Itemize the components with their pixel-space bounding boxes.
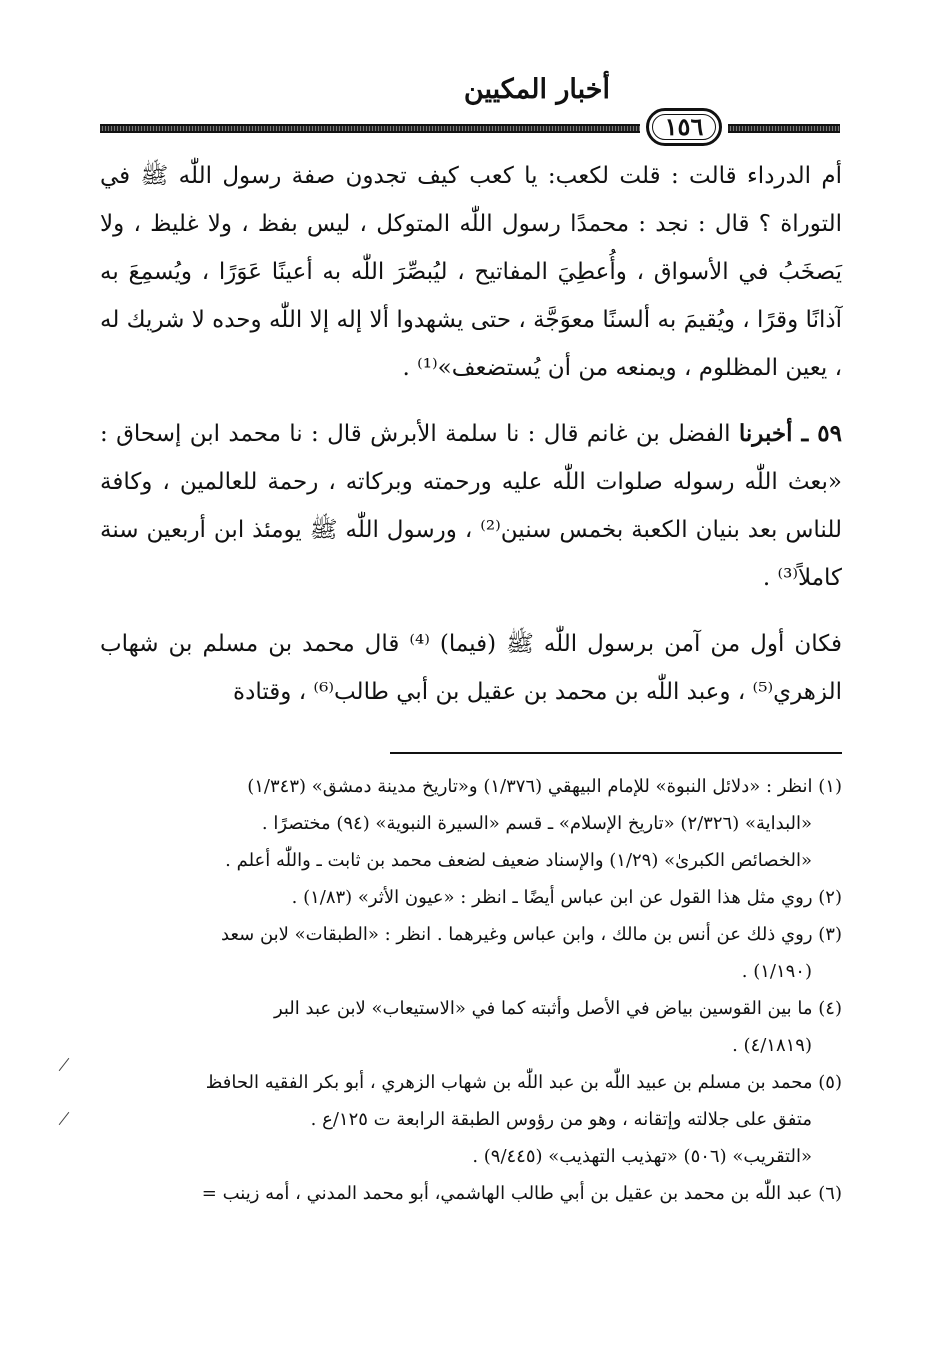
footnote-4	[96, 990, 842, 1064]
paragraph-59-text: الفضل بن غانم قال : نا سلمة الأبرش قال : نا محمد ابن إسحاق : «بعث اللّٰه رسوله صلوات اللّٰه عليه ورحمته وبركاته ، رحمة للعالمين ، وكافة للناس بعد بنيان الكعبة بخمس سنين⁽²⁾ ، ورسول اللّٰه ﷺ يومئذ ابن أربعين سنة كاملاً⁽³⁾ .	[100, 421, 842, 591]
footnote-label: (٤)	[818, 998, 842, 1019]
footnote-line: «البداية» (٢/٣٢٦) «تاريخ الإسلام» ـ قسم «السيرة النبوية» (٩٤) مختصرًا .	[261, 813, 812, 834]
footnote-5	[96, 1064, 842, 1175]
footnote-line: انظر : «دلائل النبوة» للإمام البيهقي (١/٣٧٦) و«تاريخ مدينة دمشق» (١/٣٤٣)	[247, 776, 813, 797]
margin-pencil-mark	[59, 1112, 70, 1125]
footnote-line: «التقريب» (٥٠٦) «تهذيب التهذيب» (٩/٤٤٥) .	[472, 1146, 812, 1167]
margin-pencil-mark	[59, 1058, 70, 1071]
footnote-label: (١)	[818, 776, 842, 797]
paragraph-continuation: أم الدرداء قالت : قلت لكعب: يا كعب كيف تجدون صفة رسول اللّٰه ﷺ في التوراة ؟ قال : نجد : محمدًا رسول اللّٰه المتوكل ، ليس بفظ ، ولا غليظ ، ولا يَصخَبُ في الأسواق ، وأُعطِيَ المفاتيح ، ليُبصِّرَ اللّٰه به أعينًا عَوَرًا ، ويُسمِعَ به آذانًا وقرًا ، ويُقيمَ به ألسنًا معوَجَّة ، حتى يشهدوا ألا إله إلا اللّٰه وحده لا شريك له ، يعين المظلوم ، ويمنعه من أن يُستضعف»⁽¹⁾ .	[100, 163, 842, 381]
hadith-number: ٥٩ ـ أخبرنا	[738, 420, 842, 447]
footnote-line: متفق على جلالته وإتقانه ، وهو من رؤوس الطبقة الرابعة ت ١٢٥/ع .	[310, 1109, 812, 1130]
footnote-line: (٤/١٨١٩) .	[732, 1035, 812, 1056]
footnote-label: (٥)	[818, 1072, 842, 1093]
footnote-separator	[390, 752, 842, 754]
footnote-3	[96, 916, 842, 990]
footnote-line: روي ذلك عن أنس بن مالك ، وابن عباس وغيرهما . انظر : «الطبقات» لابن سعد	[221, 924, 813, 945]
page-number: ١٥٦	[646, 108, 722, 146]
header-rule-left	[100, 124, 640, 133]
footnote-2	[96, 879, 842, 916]
footnote-line: ما بين القوسين بياض في الأصل وأثبته كما في «الاستيعاب» لابن عبد البر	[273, 998, 813, 1019]
footnote-label: (٢)	[818, 887, 842, 908]
footnote-1	[96, 768, 842, 879]
footnotes	[96, 768, 842, 1212]
footnote-label: (٦)	[818, 1183, 842, 1204]
footnote-line: «الخصائص الكبرىٰ» (١/٢٩) والإسناد ضعيف لضعف محمد بن ثابت ـ واللّٰه أعلم .	[225, 850, 812, 871]
footnote-6	[96, 1175, 842, 1212]
running-header-title: أخبار المكيين	[463, 74, 610, 105]
footnote-line: محمد بن مسلم بن عبيد اللّٰه بن عبد اللّٰه بن شهاب الزهري ، أبو بكر الفقيه الحافظ	[205, 1072, 813, 1093]
footnote-line: (١/١٩٠) .	[741, 961, 812, 982]
paragraph-59	[100, 410, 842, 602]
footnote-line: عبد اللّٰه بن محمد بن عقيل بن أبي طالب الهاشمي، أبو محمد المدني ، أمه زينب =	[201, 1183, 813, 1204]
header-rule-right	[728, 124, 840, 133]
footnote-label: (٣)	[818, 924, 842, 945]
paragraph-first-believer: فكان أول من آمن برسول اللّٰه ﷺ (فيما) ⁽⁴⁾ قال محمد بن مسلم بن شهاب الزهري⁽⁵⁾ ، وعبد اللّٰه بن محمد بن عقيل بن أبي طالب⁽⁶⁾ ، وقتادة	[100, 631, 842, 705]
footnote-line: روي مثل هذا القول عن ابن عباس أيضًا ـ انظر : «عيون الأثر» (١/٨٣) .	[291, 887, 813, 908]
main-text	[100, 152, 842, 734]
